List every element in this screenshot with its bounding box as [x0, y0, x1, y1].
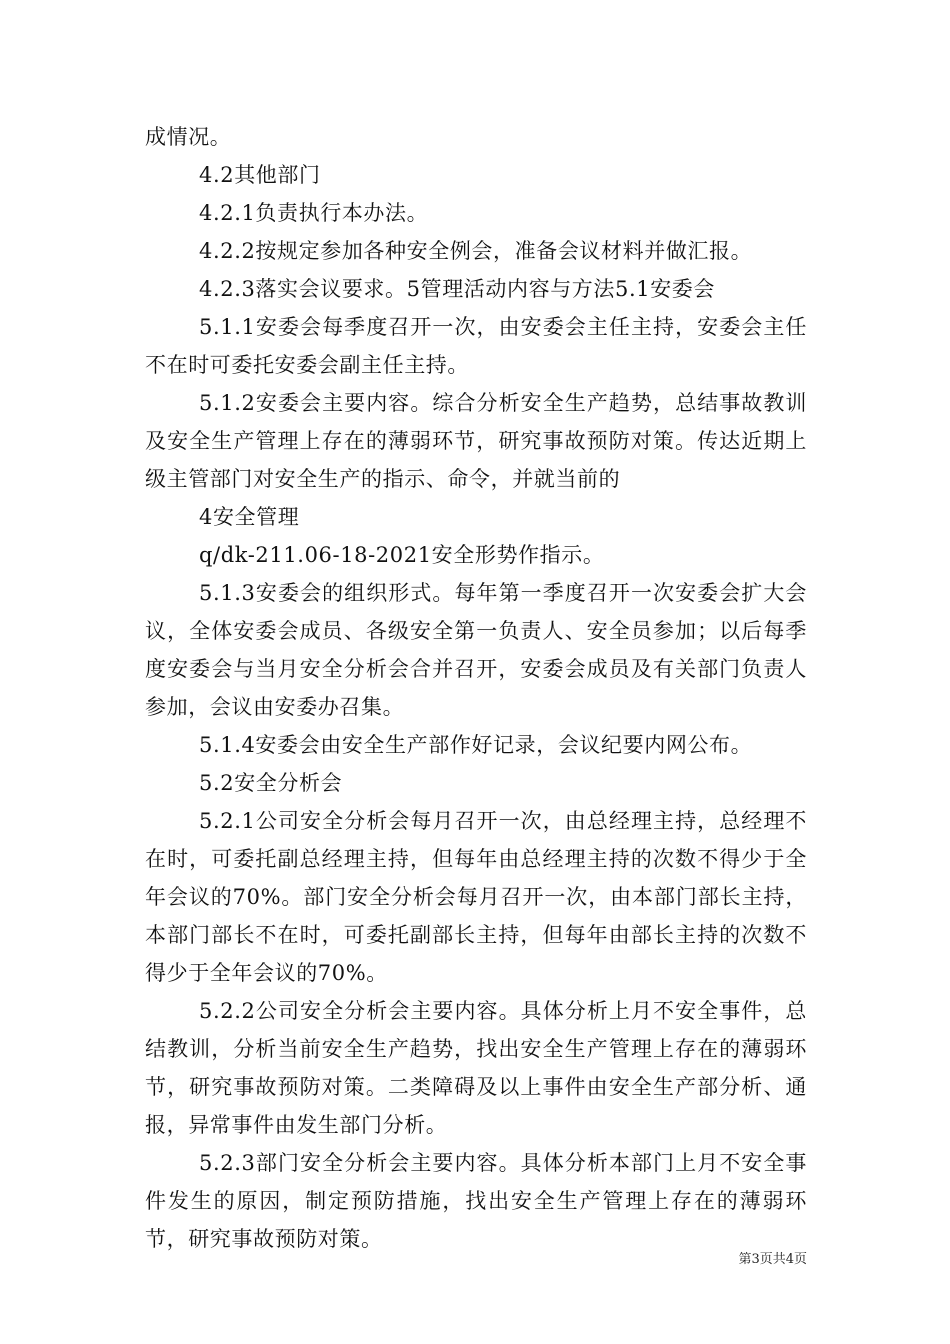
paragraph-3: 4.2.1负责执行本办法。 [199, 201, 429, 225]
paragraph-15: 5.2.3部门安全分析会主要内容。具体分析本部门上月不安全事件发生的原因，制定预防措施，找出安全生产管理上存在的薄弱环节，研究事故预防对策。 [145, 1151, 807, 1251]
paragraph-6: 5.1.1安委会每季度召开一次，由安委会主任主持，安委会主任不在时可委托安委会副主任主持。 [145, 315, 807, 377]
paragraph-8: 4安全管理 [199, 505, 300, 529]
paragraph-11: 5.1.4安委会由安全生产部作好记录，会议纪要内网公布。 [199, 733, 753, 757]
page-number: 第3页共4页 [738, 1252, 807, 1267]
document-body [145, 118, 807, 1258]
paragraph-13: 5.2.1公司安全分析会每月召开一次，由总经理主持，总经理不在时，可委托副总经理主持，但每年由总经理主持的次数不得少于全年会议的70%。部门安全分析会每月召开一次，由本部门部长主持，本部门部长不在时，可委托副部长主持，但每年由部长主持的次数不得少于全年会议的70%。 [145, 809, 807, 985]
paragraph-9: q/dk-211.06-18-2021安全形势作指示。 [199, 543, 605, 567]
paragraph-14: 5.2.2公司安全分析会主要内容。具体分析上月不安全事件，总结教训，分析当前安全生产趋势，找出安全生产管理上存在的薄弱环节，研究事故预防对策。二类障碍及以上事件由安全生产部分析、通报，异常事件由发生部门分析。 [145, 999, 807, 1137]
paragraph-7: 5.1.2安委会主要内容。综合分析安全生产趋势，总结事故教训及安全生产管理上存在的薄弱环节，研究事故预防对策。传达近期上级主管部门对安全生产的指示、命令，并就当前的 [145, 391, 807, 491]
paragraph-5: 4.2.3落实会议要求。5管理活动内容与方法5.1安委会 [199, 277, 715, 301]
paragraph-12: 5.2安全分析会 [199, 771, 343, 795]
paragraph-1: 成情况。 [145, 125, 232, 149]
paragraph-2: 4.2其他部门 [199, 163, 321, 187]
paragraph-4: 4.2.2按规定参加各种安全例会，准备会议材料并做汇报。 [199, 239, 753, 263]
paragraph-10: 5.1.3安委会的组织形式。每年第一季度召开一次安委会扩大会议，全体安委会成员、各级安全第一负责人、安全员参加；以后每季度安委会与当月安全分析会合并召开，安委会成员及有关部门负责人参加，会议由安委办召集。 [145, 581, 807, 719]
